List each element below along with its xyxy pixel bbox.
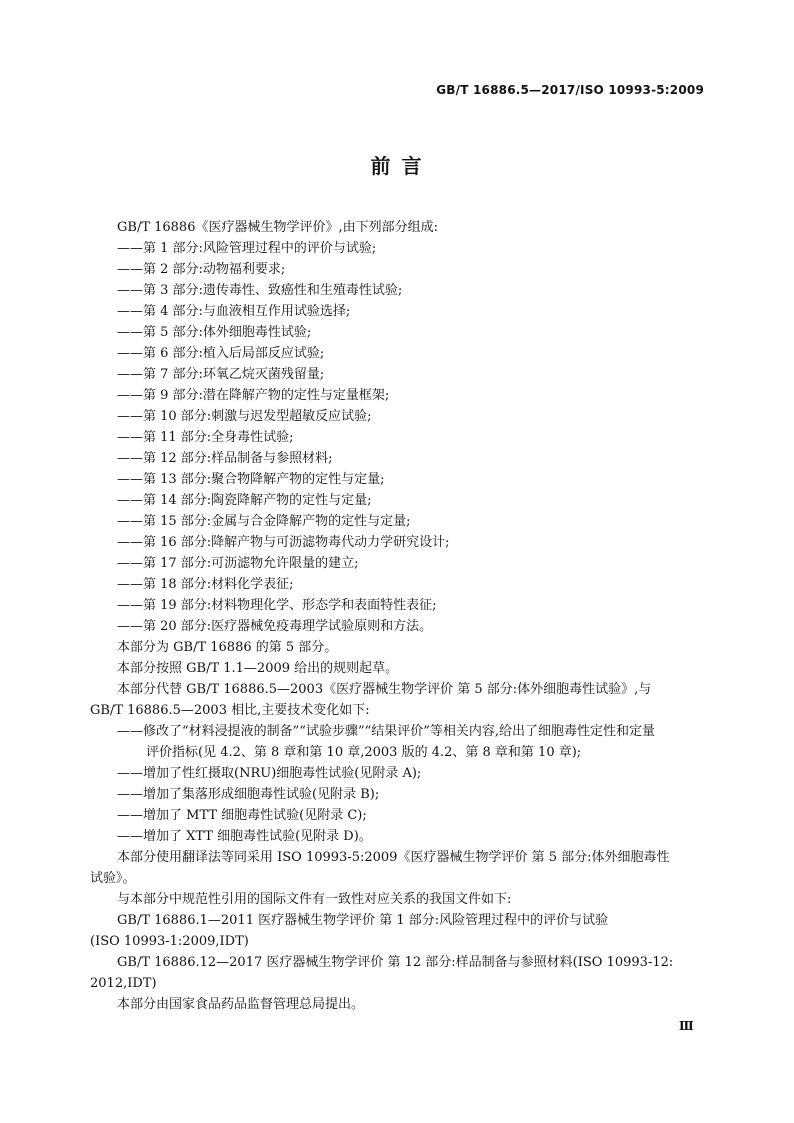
reference-line: 2012,IDT) — [90, 976, 157, 991]
list-item: ——第 13 部分:聚合物降解产物的定性与定量; — [117, 472, 385, 487]
paragraph-line: 本部分按照 GB/T 1.1—2009 给出的规则起草。 — [117, 661, 399, 676]
list-item: ——第 16 部分:降解产物与可沥滤物毒代动力学研究设计; — [117, 535, 450, 550]
list-item: ——第 3 部分:遗传毒性、致癌性和生殖毒性试验; — [117, 283, 403, 298]
page-number: Ⅲ — [679, 1019, 694, 1033]
paragraph-line: 本部分为 GB/T 16886 的第 5 部分。 — [117, 640, 338, 655]
list-item: ——第 15 部分:金属与合金降解产物的定性与定量; — [117, 514, 411, 529]
standard-code-header: GB/T 16886.5—2017/ISO 10993-5:2009 — [436, 83, 704, 97]
list-item: ——第 17 部分:可沥滤物允许限量的建立; — [117, 556, 359, 571]
list-item: ——增加了 MTT 细胞毒性试验(见附录 C); — [117, 808, 367, 823]
list-item: ——第 18 部分:材料化学表征; — [117, 577, 294, 592]
list-item: ——第 1 部分:风险管理过程中的评价与试验; — [117, 241, 377, 256]
page-title: 前 言 — [370, 154, 424, 178]
list-item: ——第 11 部分:全身毒性试验; — [117, 430, 294, 445]
list-item: ——第 7 部分:环氧乙烷灭菌残留量; — [117, 367, 325, 382]
list-item: ——第 20 部分:医疗器械免疫毒理学试验原则和方法。 — [117, 619, 433, 634]
list-item: ——第 10 部分:刺激与迟发型超敏反应试验; — [117, 409, 372, 424]
paragraph-line: 与本部分中规范性引用的国际文件有一致性对应关系的我国文件如下: — [117, 892, 512, 907]
list-item: ——第 6 部分:植入后局部反应试验; — [117, 346, 325, 361]
paragraph-line: GB/T 16886《医疗器械生物学评价》,由下列部分组成: — [117, 220, 438, 235]
reference-line: (ISO 10993-1:2009,IDT) — [90, 934, 249, 949]
list-item: ——修改了“材料浸提液的制备”“试验步骤”“结果评价”等相关内容,给出了细胞毒性定性和定量 — [117, 724, 656, 739]
list-item: ——增加了 XTT 细胞毒性试验(见附录 D)。 — [117, 829, 372, 844]
list-item: ——增加了性红摄取(NRU)细胞毒性试验(见附录 A); — [117, 766, 422, 781]
paragraph-line: 本部分代替 GB/T 16886.5—2003《医疗器械生物学评价 第 5 部分:体外细胞毒性试验》,与 — [117, 682, 652, 697]
list-item-continuation: 评价指标(见 4.2、第 8 章和第 10 章,2003 版的 4.2、第 8 章和第 10 章); — [146, 745, 582, 760]
list-item: ——第 4 部分:与血液相互作用试验选择; — [117, 304, 351, 319]
paragraph-line: 本部分使用翻译法等同采用 ISO 10993-5:2009《医疗器械生物学评价 第 5 部分:体外细胞毒性 — [117, 850, 670, 865]
list-item: ——第 2 部分:动物福利要求; — [117, 262, 286, 277]
list-item: ——第 19 部分:材料物理化学、形态学和表面特性表征; — [117, 598, 437, 613]
paragraph-line: GB/T 16886.5—2003 相比,主要技术变化如下: — [90, 703, 370, 718]
paragraph-line: 试验》。 — [90, 871, 136, 886]
list-item: ——第 12 部分:样品制备与参照材料; — [117, 451, 333, 466]
list-item: ——第 14 部分:陶瓷降解产物的定性与定量; — [117, 493, 372, 508]
reference-line: GB/T 16886.1—2011 医疗器械生物学评价 第 1 部分:风险管理过程中的评价与试验 — [117, 913, 609, 928]
reference-line: GB/T 16886.12—2017 医疗器械生物学评价 第 12 部分:样品制备与参照材料(ISO 10993-12: — [117, 955, 674, 970]
list-item: ——第 5 部分:体外细胞毒性试验; — [117, 325, 312, 340]
list-item: ——第 9 部分:潜在降解产物的定性与定量框架; — [117, 388, 390, 403]
paragraph-line: 本部分由国家食品药品监督管理总局提出。 — [117, 997, 365, 1012]
list-item: ——增加了集落形成细胞毒性试验(见附录 B); — [117, 787, 380, 802]
